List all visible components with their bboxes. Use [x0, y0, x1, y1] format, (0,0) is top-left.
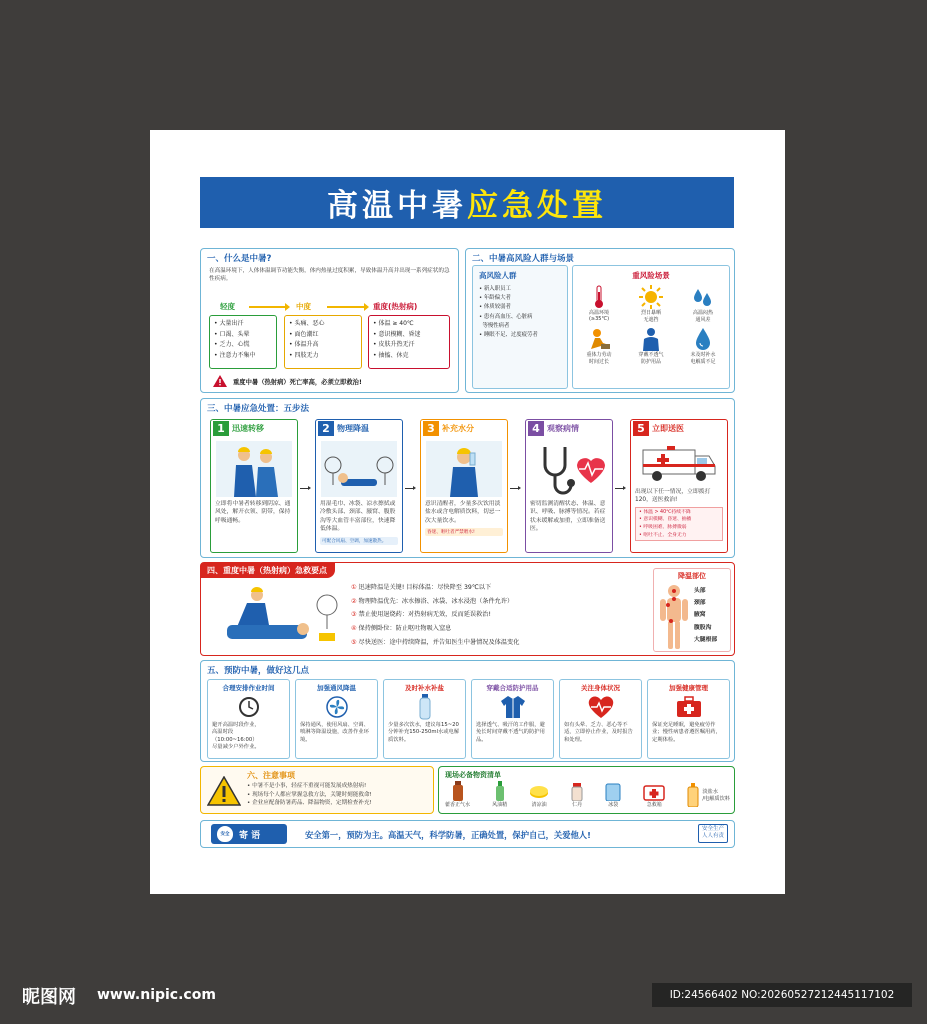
prevention-card: 关注身体状况 如有头晕、乏力、恶心等不适，立即停止作业，及时报告和处理。 [559, 679, 642, 759]
cool-site: 腹股沟 [694, 624, 712, 631]
poster-title: 高温中暑 应急处置 [200, 177, 734, 228]
supplies-list [438, 766, 735, 814]
high-risk-groups: 高风险人群 • 新入职员工 • 年龄偏大者 • 体质较弱者 • 患有高血压、心脏病 等慢性病者 • 睡眠不足、过度疲劳者 [472, 265, 568, 389]
arrow-icon [615, 488, 624, 489]
balm-tin-icon [529, 781, 549, 801]
list-item: ⑤ 尽快送医：途中持续降温，并告知医生中暑情况及体温变化 [351, 638, 520, 646]
arrow-icon [327, 306, 365, 308]
supply-item: 急救箱 [643, 781, 665, 808]
cool-site: 头部 [694, 588, 706, 594]
sun-icon [639, 285, 663, 309]
worker-icon [587, 327, 611, 351]
scene-item: 高温闷热 通风差 [677, 285, 729, 323]
cool-site: 大腿根部 [694, 636, 718, 643]
supply-item: 仁丹 [571, 781, 583, 808]
drinking-water-icon [424, 440, 504, 498]
fan-icon [296, 694, 377, 720]
scene-item: 穿戴不透气 防护用品 [625, 327, 677, 365]
footer-message [200, 820, 735, 848]
fan-cooling-icon [319, 440, 399, 498]
section-prevention [200, 660, 735, 762]
cool-site: 颈部 [694, 600, 706, 607]
level-mild-symptoms: • 大量出汗 • 口渴、头晕 • 乏力、心慌 • 注意力不集中 [209, 315, 277, 369]
step-card: 1 迅速转移 立即将中暑者转移到阴凉、通风处，解开衣领、阴带，保持呼吸通畅。 [210, 419, 298, 553]
level-moderate-symptoms: • 头痛、恶心 • 面色潮红 • 体温升高 • 四肢无力 [284, 315, 362, 369]
rescue-scene-icon [207, 581, 343, 651]
intro-text: 在高温环境下，人体体温调节功能失衡，体内热量过度积累，导致体温升高并出现一系列症状的急性疾病。 [209, 268, 450, 283]
supply-item: 藿香正气水 [445, 781, 470, 808]
ambulance-icon [634, 440, 724, 486]
prevention-card: 穿戴合适防护用品 选择透气、吸汗的工作服，避免长时间穿戴不透气的防护用品。 [471, 679, 554, 759]
list-item: ① 迅速降温是关键! 目标体温：尽快降至 39℃以下 [351, 584, 492, 591]
section-title: 六、注意事项 [247, 771, 295, 780]
warning-row: 重度中暑（热射病）死亡率高，必须立即救治! [213, 375, 362, 387]
list-item: • 体温 > 40℃持续不降 [639, 509, 691, 515]
watermark-url: www.nipic.com [97, 987, 216, 1003]
prevention-card: 及时补水补盐 少量多次饮水，建议每15~20分钟补充150-250ml水或电解质饮料。 [383, 679, 466, 759]
human-body-icon [656, 583, 692, 651]
section-what-is-heatstroke [200, 248, 459, 393]
drink-bottle-icon [687, 783, 699, 807]
list-item: • 体质较弱者 [479, 304, 511, 311]
scene-item: 未及时补水 电解质不足 [677, 327, 729, 365]
section-title: 三、中暑应急处置：五步法 [207, 404, 310, 414]
list-item: ④ 保持侧卧位：防止呕吐物吸入窒息 [351, 624, 452, 632]
supply-item: 风油精 [492, 781, 507, 808]
section-high-risk [465, 248, 735, 393]
scene-item: 烈日暴晒 无遮挡 [625, 285, 677, 323]
level-moderate-label: 中度 [296, 302, 311, 311]
list-item: • 中暑不是小事，轻症不重视可能发展成热射病! [247, 783, 367, 789]
level-mild-label: 轻度 [220, 302, 235, 311]
risk-scenes: 重风险场景 高温环境 (≥35℃) 烈日暴晒 无遮挡 高温闷热 通风差 重体力劳动 时间过长 穿戴不透气 防护用品 未及时补水 电解质不足 [572, 265, 730, 389]
list-item: • 年龄偏大者 [479, 295, 511, 302]
clock-icon [208, 694, 289, 720]
footer-seal: 安全生产 人人有责 [698, 824, 728, 843]
prevention-card: 加强通风降温 保持通风，使用风扇、空调、喷淋等降温设施，改善作业环境。 [295, 679, 378, 759]
warning-icon [207, 776, 241, 806]
ice-pack-icon [605, 781, 621, 801]
section-severe-aid [200, 562, 735, 656]
list-item: • 呼吸困难、脉搏微弱 [639, 525, 687, 531]
footer-slogan: 安全第一，预防为主。高温天气，科学防暑，正确处置，保护自己，关爱他人! [305, 830, 591, 840]
section-notes [200, 766, 434, 814]
jacket-icon [472, 694, 553, 720]
section-title: 五、预防中暑，做好这几点 [207, 666, 310, 676]
workers-helping-icon [214, 440, 294, 498]
scene-item: 高温环境 (≥35℃) [573, 285, 625, 323]
watermark-logo: 昵图网 [22, 987, 76, 1008]
list-item: • 患有高血压、心脏病 [479, 313, 533, 320]
urgent-list [635, 507, 723, 542]
step-card: 5 立即送医 出现以下任一情况，立即拨打120，送医救治! • 体温 > 40℃持续不降 • 意识模糊、昏迷、抽搐 • 呼吸困难、脉搏微弱 • 呕吐不止、全身无力 [630, 419, 728, 553]
cool-site: 腋窝 [694, 612, 706, 619]
aid-points [351, 581, 641, 649]
prevention-card: 加强健康管理 保证充足睡眠，避免疲劳作业；慢性病患者遵医嘱用药，定期体检。 [647, 679, 730, 759]
level-severe-label: 重度(热射病) [373, 302, 418, 311]
arrow-icon [405, 488, 414, 489]
list-item: • 呕吐不止、全身无力 [639, 532, 687, 538]
list-item: 等慢性病者 [482, 322, 510, 329]
prevention-card: 合理安排作业时间 避开高温时段作业， 高温时段 （10:00~16:00） 尽量减少户外作业。 [207, 679, 290, 759]
arrow-icon [300, 488, 309, 489]
section-title: 二、中暑高风险人群与场景 [472, 254, 575, 264]
step-card: 4 观察病情 密切监测清醒状态、体温、意识、呼吸、脉搏等情况。若症状未缓解或加重，立即准备送医。 [525, 419, 613, 553]
supply-item: 清凉油 [529, 781, 549, 808]
shield-icon: 安全 [217, 826, 233, 842]
droplets-icon [692, 285, 714, 309]
stethoscope-icon [529, 440, 609, 498]
first-aid-icon [648, 694, 729, 720]
list-item: • 新入职员工 [479, 286, 511, 292]
arrow-icon [510, 488, 519, 489]
list-item: ② 物理降温优先：冰水擦浴、冰袋、冰水浸泡（条件允许） [351, 597, 514, 605]
pill-jar-icon [571, 781, 583, 801]
medicine-bottle-icon [452, 781, 464, 801]
level-severe-symptoms: • 体温 ≥ 40℃ • 意识模糊、昏迷 • 皮肤升热无汗 • 抽搐、休克 [368, 315, 450, 369]
supply-item: 冰袋 [605, 781, 621, 808]
thermometer-icon [592, 285, 606, 309]
section-title: 四、重度中暑（热射病）急救要点 [201, 563, 335, 578]
supply-item: 淡盐水 /电解质饮料 [687, 781, 730, 808]
coverall-icon [640, 327, 662, 351]
section-title: 现场必备物资清单 [445, 771, 501, 779]
water-bottle-icon [384, 694, 465, 720]
step-card: 2 物理降温 用湿毛巾、冰袋、凉水擦拭或冷敷头部、颈部、腋窝、腹股沟等大血管丰富部位，快速降低体温。 可配合风扇、空调，加速散热。 [315, 419, 403, 553]
section-title: 一、什么是中暑? [207, 254, 272, 264]
step-card: 3 补充水分 意识清醒者，少量多次饮用淡盐水或含电解质饮料，切忌一次大量饮水。 昏迷、呕吐者严禁喂水! [420, 419, 508, 553]
heart-icon [560, 694, 641, 720]
poster [150, 130, 785, 894]
list-item: • 企业应配备防暑药品、降温物资，定期检查补充! [247, 800, 372, 807]
warning-icon [213, 375, 227, 387]
list-item: • 睡眠不足、过度疲劳者 [479, 331, 538, 338]
scene-item: 重体力劳动 时间过长 [573, 327, 625, 365]
watermark-id: ID:24566402 NO:20260527212445117102 [652, 983, 912, 1007]
cooling-sites: 降温部位 头部 颈部 腋窝 腹股沟 大腿根部 [653, 568, 731, 652]
footer-badge: 安全 寄 语 [211, 824, 287, 844]
list-item: • 现场每个人都应掌握急救方法，关键时刻能救命! [247, 791, 372, 798]
first-aid-kit-icon [643, 781, 665, 801]
list-item: ③ 禁止使用退烧药：对热射病无效，反而延误救治! [351, 611, 491, 619]
section-five-steps [200, 398, 735, 558]
oil-bottle-icon [495, 781, 505, 801]
water-drop-icon [694, 327, 712, 351]
list-item: • 意识模糊、昏迷、抽搐 [639, 517, 692, 523]
arrow-icon [249, 306, 286, 308]
